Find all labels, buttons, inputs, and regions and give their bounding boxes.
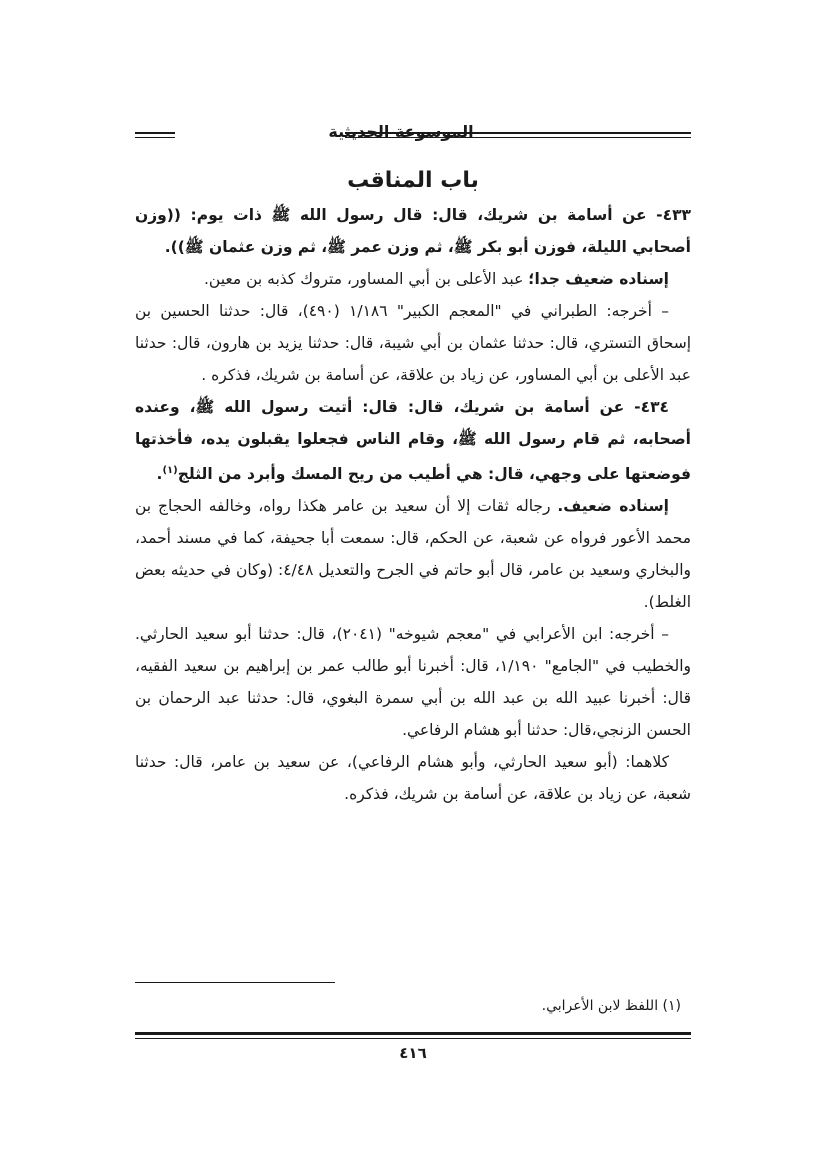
hadith-434-grade-text: رجاله ثقات إلا أن سعيد بن عامر هكذا رواه، وخالفه الحجاج بن محمد الأعور فرواه عن شعبة، عن الحكم، قال: سمعت أبا جحيفة، كما في مسند أحمد، والبخاري وسعيد بن عامر، قال أبو حاتم في الجرح والتعديل ٤/٤٨: (وكان في حديثه بعض الغلط).: [135, 497, 692, 612]
hadith-433-grade: [135, 263, 691, 295]
footnote-separator: [135, 982, 335, 983]
running-header-title: الموسوعة الحديثية: [328, 122, 474, 141]
page-number: ٤١٦: [399, 1044, 427, 1062]
running-header: [135, 120, 691, 154]
header-rule-short: [135, 132, 175, 134]
footnote: (١) اللفظ لابن الأعرابي.: [541, 998, 681, 1014]
hadith-434-end-mark: .: [156, 465, 163, 484]
hadith-434-takhrij-2: كلاهما: (أبو سعيد الحارثي، وأبو هشام الرفاعي)، عن سعيد بن عامر، قال: حدثنا شعبة، عن زياد بن علاقة، عن أسامة بن شريك، فذكره.: [135, 753, 691, 804]
chapter-title: باب المناقب: [347, 168, 479, 193]
hadith-433-grade-text: عبد الأعلى بن أبي المساور، متروك كذبه بن معين.: [204, 270, 529, 288]
hadith-434-text: [135, 391, 691, 490]
hadith-434-grade-label: إسناده ضعيف.: [557, 497, 669, 516]
hadith-434-text-body: ٤٣٤- عن أسامة بن شريك، قال: قال: أتيت رسول الله ﷺ، وعنده أصحابه، ثم قام رسول الله ﷺ، وقام الناس فجعلوا يقبلون يده، فأخذتها فوضعتها على وجهي، قال: هي أطيب من ريح المسك وأبرد من الثلج: [135, 398, 691, 484]
header-rule-short-thin: [135, 137, 175, 138]
hadith-433-grade-label: إسناده ضعيف جدا؛: [528, 270, 669, 288]
hadith-434-grade: [135, 490, 691, 618]
hadith-433-text: ٤٣٣- عن أسامة بن شريك، قال: قال رسول الله ﷺ ذات يوم: ((وزن أصحابي الليلة، فوزن أبو بكر ﷺ، ثم وزن عمر ﷺ، ثم وزن عثمان ﷺ)).: [135, 206, 691, 256]
hadith-433-takhrij: – أخرجه: الطبراني في "المعجم الكبير" ١/١٨٦ (٤٩٠)، قال: حدثنا الحسين بن إسحاق التستري، قال: حدثنا عثمان بن أبي شيبة، قال: حدثنا يزيد بن هارون، قال: حدثنا عبد الأعلى بن أبي المساور، عن زياد بن علاقة، عن أسامة بن شريك، فذكره .: [135, 302, 691, 384]
footer-rule-thin: [135, 1038, 691, 1039]
footer-rule-thick: [135, 1032, 691, 1035]
footnote-ref: (١): [162, 465, 178, 476]
hadith-434-takhrij-1: – أخرجه: ابن الأعرابي في "معجم شيوخه" (٢٠٤١)، قال: حدثنا أبو سعيد الحارثي. والخطيب في "الجامع" ١/١٩٠، قال: أخبرنا أبو طالب عمر بن إبراهيم بن سعيد الفقيه، قال: أخبرنا عبيد الله بن عبد الله بن أبي سمرة البغوي، قال: حدثنا عبد الرحمان بن الحسن الزنجي،قال: حدثنا أبو هشام الرفاعي.: [135, 625, 691, 740]
page: [135, 120, 692, 1062]
